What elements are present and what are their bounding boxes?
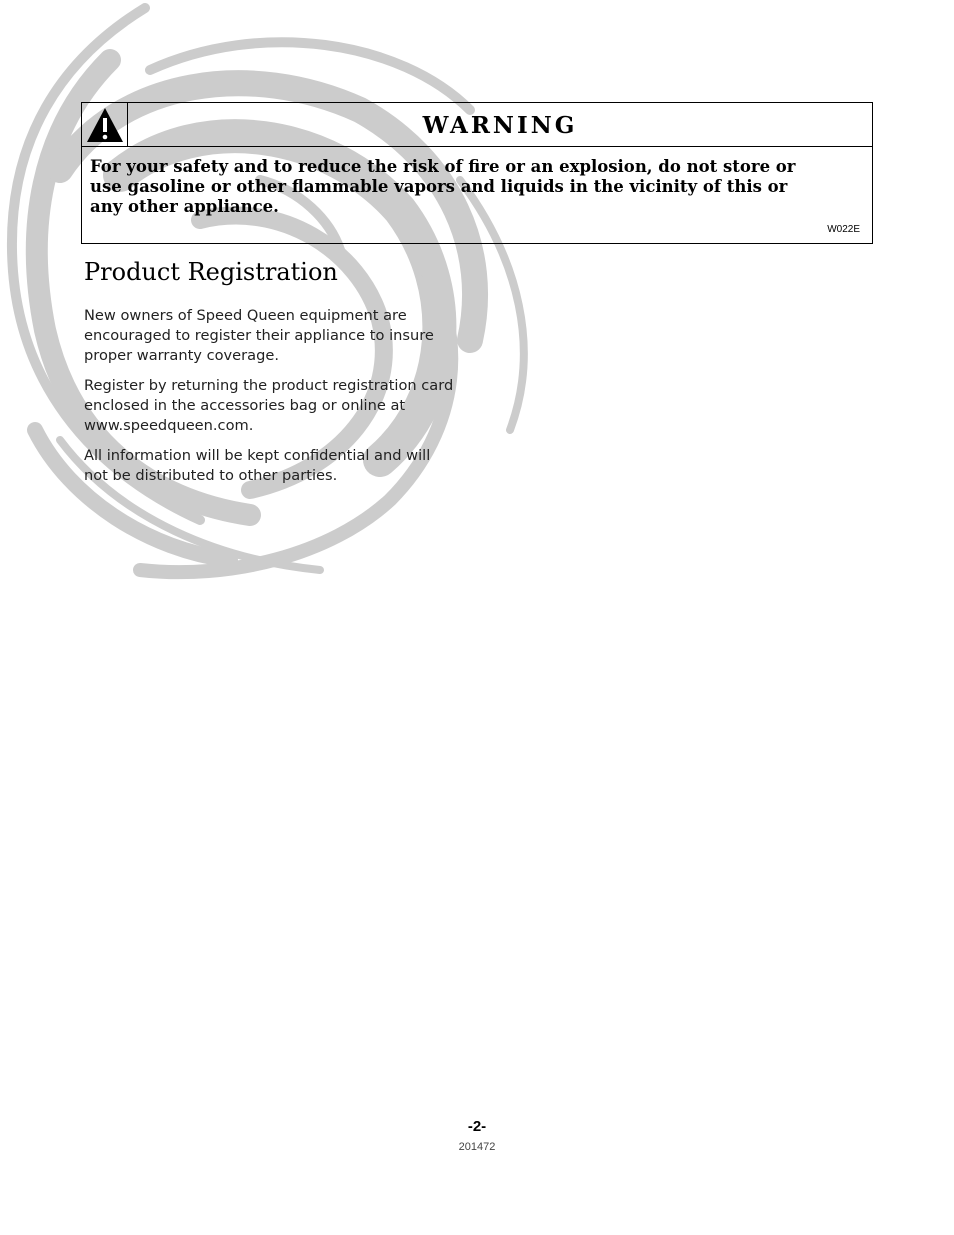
warning-box bbox=[81, 102, 873, 244]
document-number: 201472 bbox=[458, 1141, 496, 1153]
warning-header bbox=[82, 103, 872, 147]
registration-body bbox=[84, 306, 456, 496]
warning-title: WARNING bbox=[422, 112, 578, 139]
page-number: -2- bbox=[467, 1118, 487, 1135]
warning-code: W022E bbox=[827, 224, 860, 235]
warning-text: For your safety and to reduce the risk of fire or an explosion, do not store or use gasoline or other flammable vapors and liquids in the vicinity of this or any other appliance. bbox=[90, 157, 796, 216]
registration-paragraph: Register by returning the product registration card enclosed in the accessories bag or online at www.speedqueen.com. bbox=[84, 377, 454, 434]
swirl-watermark-icon bbox=[0, 0, 560, 600]
registration-paragraph: New owners of Speed Queen equipment are encouraged to register their appliance to insure proper warranty coverage. bbox=[84, 307, 434, 364]
warning-triangle-icon bbox=[85, 106, 125, 144]
registration-paragraph: All information will be kept confidential and will not be distributed to other parties. bbox=[84, 447, 431, 484]
section-title-product-registration: Product Registration bbox=[84, 258, 338, 286]
warning-icon-cell bbox=[82, 103, 128, 146]
